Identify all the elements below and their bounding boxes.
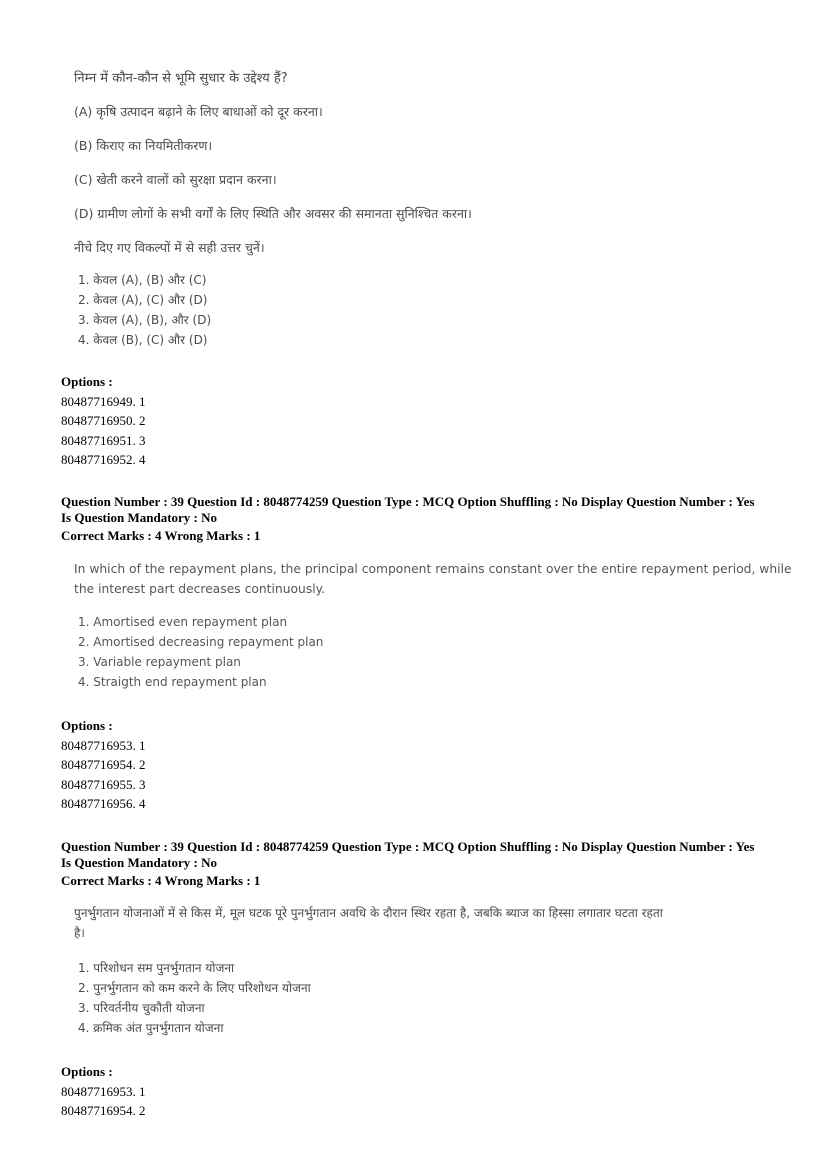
q39-en-options: [61, 716, 791, 814]
correct-marks-line: Correct Marks : 4 Wrong Marks : 1: [61, 528, 261, 543]
choice-4: 4. Straigth end repayment plan: [78, 675, 267, 689]
option-id-2: 80487716950. 2: [61, 413, 146, 428]
options-label: Options :: [61, 374, 113, 389]
question-38-image: [64, 62, 784, 352]
question-meta-line1: Question Number : 39 Question Id : 8048774259 Question Type : MCQ Option Shuffling : No Display Question Number : Yes: [61, 839, 755, 854]
question-39-en-image: [64, 556, 792, 696]
question-39-hi-image: [64, 900, 784, 1045]
option-id-1: 80487716949. 1: [61, 393, 146, 409]
option-id-2: 80487716954. 2: [61, 757, 146, 772]
statement-d: (D) ग्रामीण लोगों के सभी वर्गों के लिए स्थिति और अवसर की समानता सुनिश्चित करना।: [74, 206, 472, 221]
q39-hi-meta: [61, 839, 791, 889]
option-id-1: 80487716953. 1: [61, 1083, 146, 1099]
question-meta-line2: Is Question Mandatory : No: [61, 510, 218, 525]
options-label: Options :: [61, 718, 113, 733]
choice-1: 1. केवल (A), (B) और (C): [78, 273, 207, 287]
option-id-1: 80487716953. 1: [61, 737, 146, 753]
instruction: नीचे दिए गए विकल्पों में से सही उत्तर चुनें।: [74, 240, 265, 255]
choice-3: 3. परिवर्तनीय चुकौती योजना: [78, 1001, 205, 1015]
statement-b: (B) किराए का नियमितीकरण।: [74, 138, 213, 153]
choice-2: 2. Amortised decreasing repayment plan: [78, 635, 324, 649]
correct-marks-line: Correct Marks : 4 Wrong Marks : 1: [61, 873, 261, 888]
statement-a: (A) कृषि उत्पादन बढ़ाने के लिए बाधाओं को दूर करना।: [74, 104, 323, 119]
choice-2: 2. पुनर्भुगतान को कम करने के लिए परिशोधन योजना: [78, 981, 311, 995]
option-id-4: 80487716956. 4: [61, 796, 146, 811]
options-label: Options :: [61, 1064, 113, 1079]
option-id-4: 80487716952. 4: [61, 452, 146, 467]
question-stem-line1: In which of the repayment plans, the principal component remains constant over the entire repayment period, while: [74, 562, 792, 576]
option-id-3: 80487716951. 3: [61, 432, 146, 448]
option-id-3: 80487716955. 3: [61, 776, 146, 792]
choice-1: 1. Amortised even repayment plan: [78, 615, 288, 629]
question-stem: निम्न में कौन-कौन से भूमि सुधार के उद्देश्य हैं?: [74, 71, 288, 86]
question-stem-line1: पुनर्भुगतान योजनाओं में से किस में, मूल घटक पूरे पुनर्भुगतान अवधि के दौरान स्थिर रहता है, जबकि ब्याज का हिस्सा लगातार घटता रहता: [74, 906, 663, 920]
statement-c: (C) खेती करने वालों को सुरक्षा प्रदान करना।: [74, 172, 277, 187]
choice-2: 2. केवल (A), (C) और (D): [78, 293, 208, 307]
choice-4: 4. क्रमिक अंत पुनर्भुगतान योजना: [78, 1021, 224, 1035]
choice-1: 1. परिशोधन सम पुनर्भुगतान योजना: [78, 961, 235, 975]
question-stem-line2: the interest part decreases continuously.: [74, 582, 326, 596]
q38-options: [61, 372, 791, 470]
choice-4: 4. केवल (B), (C) और (D): [78, 333, 208, 347]
q39-hi-options: [61, 1062, 791, 1121]
choice-3: 3. Variable repayment plan: [78, 655, 241, 669]
question-stem-line2: है।: [74, 926, 85, 940]
question-meta-line1: Question Number : 39 Question Id : 8048774259 Question Type : MCQ Option Shuffling : No Display Question Number : Yes: [61, 494, 755, 509]
choice-3: 3. केवल (A), (B), और (D): [78, 313, 212, 327]
option-id-2: 80487716954. 2: [61, 1103, 146, 1118]
question-meta-line2: Is Question Mandatory : No: [61, 855, 218, 870]
q39-en-meta: [61, 494, 791, 544]
